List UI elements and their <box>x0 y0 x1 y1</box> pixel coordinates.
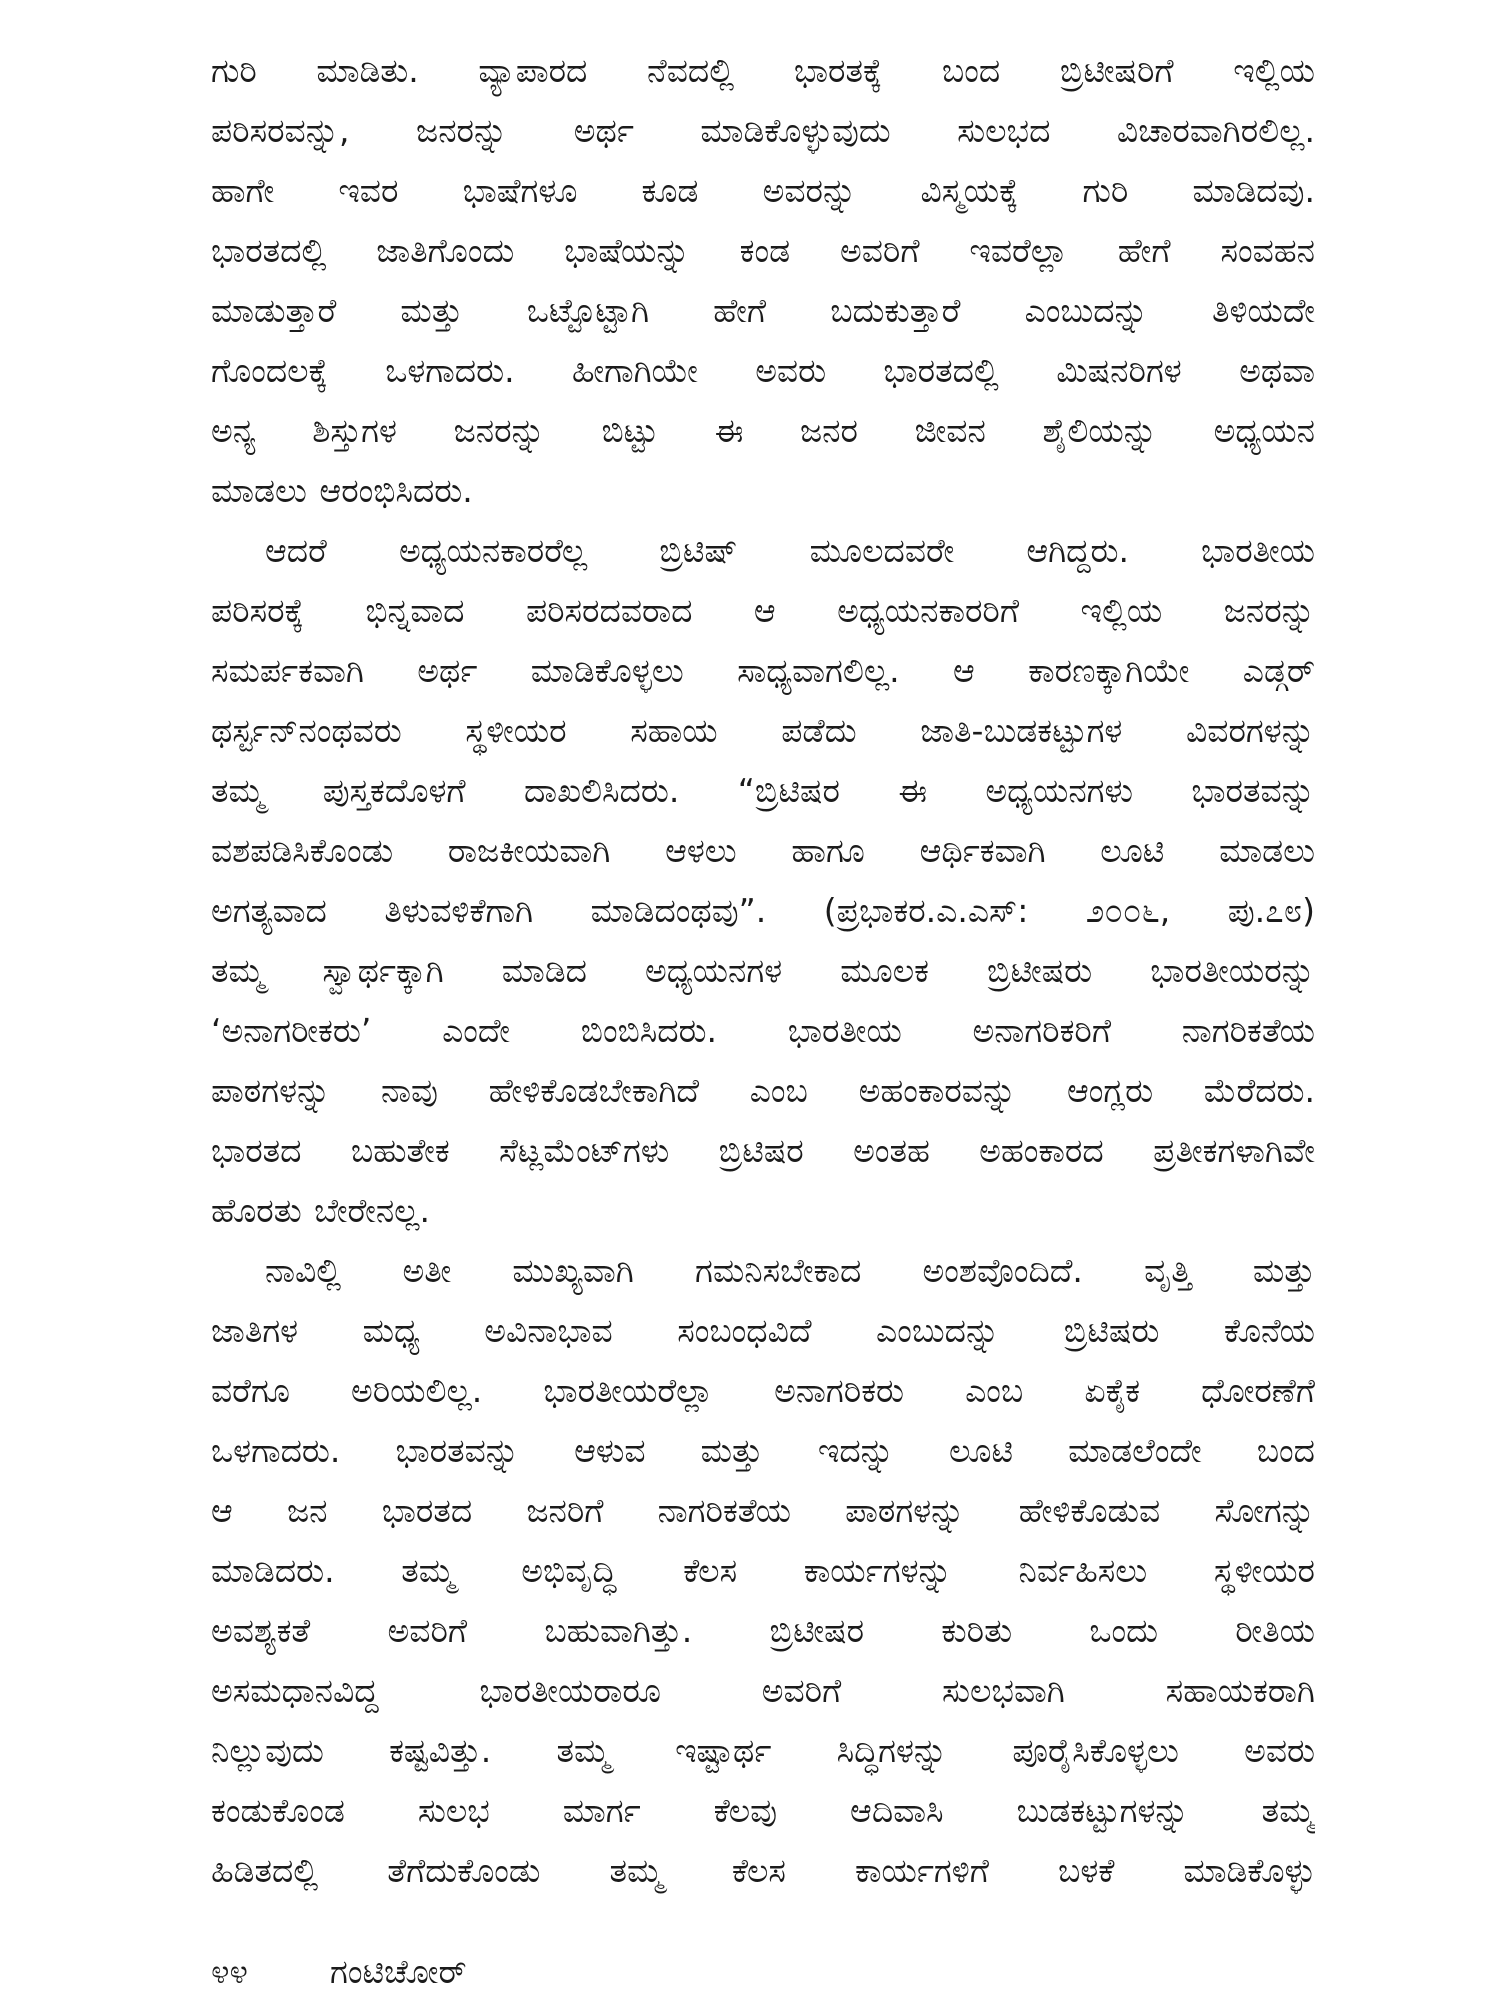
running-title: ಗಂಟಿಚೋರ್ <box>330 1952 467 1991</box>
text-line: ಆದರೆ ಅಧ್ಯಯನಕಾರರೆಲ್ಲ ಬ್ರಿಟಿಷ್ ಮೂಲದವರೇ ಆಗಿದ್ದರು. ಭಾರತೀಯ <box>265 531 1315 570</box>
text-line: ಹಾಗೇ ಇವರ ಭಾಷೆಗಳೂ ಕೂಡ ಅವರನ್ನು ವಿಸ್ಮಯಕ್ಕೆ ಗುರಿ ಮಾಡಿದವು. <box>211 171 1315 210</box>
text-line: ಅಗತ್ಯವಾದ ತಿಳುವಳಿಕೆಗಾಗಿ ಮಾಡಿದಂಥವು”. (ಪ್ರಭಾಕರ.ಎ.ಎಸ್: ೨೦೦೬, ಪು.೭೮) <box>211 891 1315 930</box>
page-number: ೪೪ <box>211 1952 248 1991</box>
text-line: ಹೊರತು ಬೇರೇನಲ್ಲ. <box>211 1191 430 1230</box>
text-line: ವರೆಗೂ ಅರಿಯಲಿಲ್ಲ. ಭಾರತೀಯರೆಲ್ಲಾ ಅನಾಗರಿಕರು ಎಂಬ ಏಕೈಕ ಧೋರಣೆಗೆ <box>211 1371 1315 1410</box>
text-line: ನಾವಿಲ್ಲಿ ಅತೀ ಮುಖ್ಯವಾಗಿ ಗಮನಿಸಬೇಕಾದ ಅಂಶವೊಂದಿದೆ. ವೃತ್ತಿ ಮತ್ತು <box>265 1251 1315 1290</box>
paragraph <box>211 521 1315 1241</box>
text-line: ಅಸಮಧಾನವಿದ್ದ ಭಾರತೀಯರಾರೂ ಅವರಿಗೆ ಸುಲಭವಾಗಿ ಸಹಾಯಕರಾಗಿ <box>211 1671 1315 1710</box>
text-line: ಆ ಜನ ಭಾರತದ ಜನರಿಗೆ ನಾಗರಿಕತೆಯ ಪಾಠಗಳನ್ನು ಹೇಳಿಕೊಡುವ ಸೋಗನ್ನು <box>211 1491 1315 1530</box>
paragraph <box>211 41 1315 521</box>
text-line: ಮಾಡಿದರು. ತಮ್ಮ ಅಭಿವೃದ್ಧಿ ಕೆಲಸ ಕಾರ್ಯಗಳನ್ನು ನಿರ್ವಹಿಸಲು ಸ್ಥಳೀಯರ <box>211 1551 1315 1590</box>
text-line: ಮಾಡಲು ಆರಂಭಿಸಿದರು. <box>211 471 473 510</box>
text-line: ಹಿಡಿತದಲ್ಲಿ ತೆಗೆದುಕೊಂಡು ತಮ್ಮ ಕೆಲಸ ಕಾರ್ಯಗಳಿಗೆ ಬಳಕೆ ಮಾಡಿಕೊಳ್ಳು <box>211 1851 1315 1890</box>
paragraph <box>211 1241 1315 1901</box>
text-line: ಪರಿಸರವನ್ನು, ಜನರನ್ನು ಅರ್ಥ ಮಾಡಿಕೊಳ್ಳುವುದು ಸುಲಭದ ವಿಚಾರವಾಗಿರಲಿಲ್ಲ. <box>211 111 1315 150</box>
text-line: ಪರಿಸರಕ್ಕೆ ಭಿನ್ನವಾದ ಪರಿಸರದವರಾದ ಆ ಅಧ್ಯಯನಕಾರರಿಗೆ ಇಲ್ಲಿಯ ಜನರನ್ನು <box>211 591 1315 630</box>
text-line: ಸಮರ್ಪಕವಾಗಿ ಅರ್ಥ ಮಾಡಿಕೊಳ್ಳಲು ಸಾಧ್ಯವಾಗಲಿಲ್ಲ. ಆ ಕಾರಣಕ್ಕಾಗಿಯೇ ಎಡ್ಗರ್ <box>211 651 1315 690</box>
body-text <box>211 41 1315 1901</box>
page-footer <box>211 1950 1315 1994</box>
text-line: ಥರ್ಸ್ಟನ್‌ನಂಥವರು ಸ್ಥಳೀಯರ ಸಹಾಯ ಪಡೆದು ಜಾತಿ-ಬುಡಕಟ್ಟುಗಳ ವಿವರಗಳನ್ನು <box>211 711 1315 750</box>
text-line: ತಮ್ಮ ಪುಸ್ತಕದೊಳಗೆ ದಾಖಲಿಸಿದರು. “ಬ್ರಿಟಿಷರ ಈ ಅಧ್ಯಯನಗಳು ಭಾರತವನ್ನು <box>211 771 1315 810</box>
text-line: ಜಾತಿಗಳ ಮಧ್ಯ ಅವಿನಾಭಾವ ಸಂಬಂಧವಿದೆ ಎಂಬುದನ್ನು ಬ್ರಿಟಿಷರು ಕೊನೆಯ <box>211 1311 1315 1350</box>
text-line: ಗೊಂದಲಕ್ಕೆ ಒಳಗಾದರು. ಹೀಗಾಗಿಯೇ ಅವರು ಭಾರತದಲ್ಲಿ ಮಿಷನರಿಗಳ ಅಥವಾ <box>211 351 1315 390</box>
text-line: ತಮ್ಮ ಸ್ವಾರ್ಥಕ್ಕಾಗಿ ಮಾಡಿದ ಅಧ್ಯಯನಗಳ ಮೂಲಕ ಬ್ರಿಟೀಷರು ಭಾರತೀಯರನ್ನು <box>211 951 1315 990</box>
text-line: ನಿಲ್ಲುವುದು ಕಷ್ಟವಿತ್ತು. ತಮ್ಮ ಇಷ್ಟಾರ್ಥ ಸಿದ್ಧಿಗಳನ್ನು ಪೂರೈಸಿಕೊಳ್ಳಲು ಅವರು <box>211 1731 1315 1770</box>
text-line: ಭಾರತದಲ್ಲಿ ಜಾತಿಗೊಂದು ಭಾಷೆಯನ್ನು ಕಂಡ ಅವರಿಗೆ ಇವರೆಲ್ಲಾ ಹೇಗೆ ಸಂವಹನ <box>211 231 1315 270</box>
text-line: ಅನ್ಯ ಶಿಸ್ತುಗಳ ಜನರನ್ನು ಬಿಟ್ಟು ಈ ಜನರ ಜೀವನ ಶೈಲಿಯನ್ನು ಅಧ್ಯಯನ <box>211 411 1315 450</box>
text-line: ಮಾಡುತ್ತಾರೆ ಮತ್ತು ಒಟ್ಟೊಟ್ಟಾಗಿ ಹೇಗೆ ಬದುಕುತ್ತಾರೆ ಎಂಬುದನ್ನು ತಿಳಿಯದೇ <box>211 291 1315 330</box>
text-line: ವಶಪಡಿಸಿಕೊಂಡು ರಾಜಕೀಯವಾಗಿ ಆಳಲು ಹಾಗೂ ಆರ್ಥಿಕವಾಗಿ ಲೂಟಿ ಮಾಡಲು <box>211 831 1315 870</box>
text-line: ಪಾಠಗಳನ್ನು ನಾವು ಹೇಳಿಕೊಡಬೇಕಾಗಿದೆ ಎಂಬ ಅಹಂಕಾರವನ್ನು ಆಂಗ್ಲರು ಮೆರೆದರು. <box>211 1071 1315 1110</box>
text-line: ಭಾರತದ ಬಹುತೇಕ ಸೆಟ್ಲಮೆಂಟ್‌ಗಳು ಬ್ರಿಟಿಷರ ಅಂತಹ ಅಹಂಕಾರದ ಪ್ರತೀಕಗಳಾಗಿವೇ <box>211 1131 1315 1170</box>
text-line: ಗುರಿ ಮಾಡಿತು. ವ್ಯಾಪಾರದ ನೆವದಲ್ಲಿ ಭಾರತಕ್ಕೆ ಬಂದ ಬ್ರಿಟೀಷರಿಗೆ ಇಲ್ಲಿಯ <box>211 51 1315 90</box>
text-line: ‘ಅನಾಗರೀಕರು’ ಎಂದೇ ಬಿಂಬಿಸಿದರು. ಭಾರತೀಯ ಅನಾಗರಿಕರಿಗೆ ನಾಗರಿಕತೆಯ <box>211 1011 1315 1050</box>
text-line: ಕಂಡುಕೊಂಡ ಸುಲಭ ಮಾರ್ಗ ಕೆಲವು ಆದಿವಾಸಿ ಬುಡಕಟ್ಟುಗಳನ್ನು ತಮ್ಮ <box>211 1791 1315 1830</box>
text-line: ಒಳಗಾದರು. ಭಾರತವನ್ನು ಆಳುವ ಮತ್ತು ಇದನ್ನು ಲೂಟಿ ಮಾಡಲೆಂದೇ ಬಂದ <box>211 1431 1315 1470</box>
text-line: ಅವಶ್ಯಕತೆ ಅವರಿಗೆ ಬಹುವಾಗಿತ್ತು. ಬ್ರಿಟೀಷರ ಕುರಿತು ಒಂದು ರೀತಿಯ <box>211 1611 1315 1650</box>
